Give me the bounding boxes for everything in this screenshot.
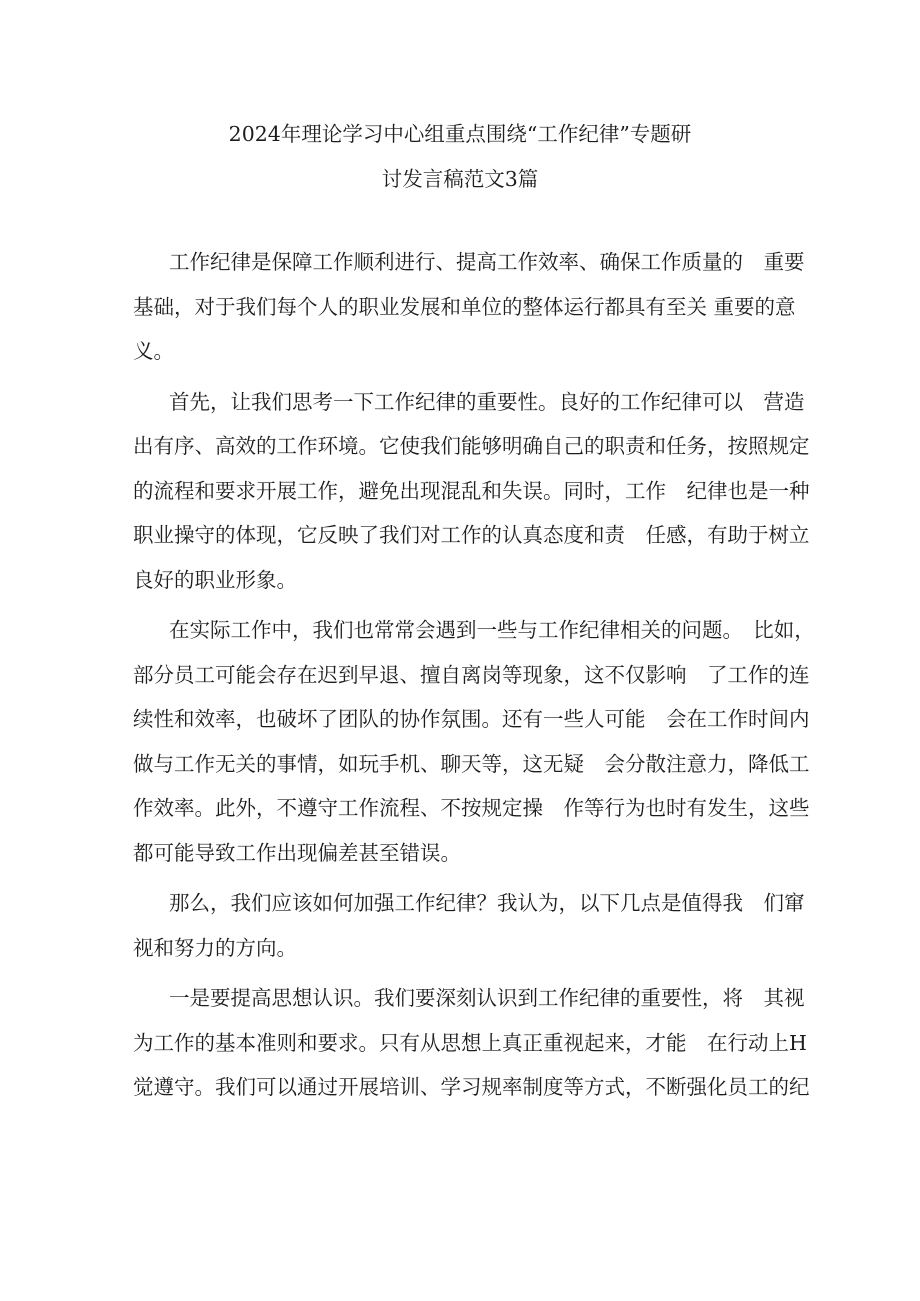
- paragraph: [133, 608, 815, 875]
- paragraph-line: 那么，我们应该如何加强工作纪律？我认为，以下几点是值得我 们窜: [169, 891, 805, 915]
- title-line: 讨发言稿范文3篇: [381, 166, 539, 191]
- paragraph-line: 义。: [133, 339, 174, 363]
- document-title: [100, 112, 820, 201]
- paragraph-line: 部分员工可能会存在迟到早退、擅自离岗等现象，这不仅影响 了工作的连: [133, 662, 810, 687]
- paragraph-line: 做与工作无关的事情，如玩手机、聊天等，这无疑 会分散注意力，降低工: [133, 751, 810, 776]
- paragraph-line: 基础，对于我们每个人的职业发展和单位的整体运行都具有至关 重要的意: [133, 294, 796, 319]
- paragraph-line: 职业操守的体现，它反映了我们对工作的认真态度和责 任感，有助于树立: [133, 523, 810, 547]
- paragraph-line: 工作纪律是保障工作顺利进行、提高工作效率、确保工作质量的 重要: [169, 250, 805, 274]
- paragraph-line: 良好的职业形象。: [133, 567, 297, 592]
- paragraph-line: 都可能导致工作出现偏差甚至错误。: [133, 840, 461, 865]
- document-body: [133, 240, 815, 1116]
- paragraph-line: 视和努力的方向。: [133, 935, 297, 960]
- title-line: 2024年理论学习中心组重点围绕“工作纪律”专题研: [228, 122, 692, 146]
- paragraph-line: 的流程和要求开展工作，避免出现混乱和失误。同时，工作 纪律也是一种: [133, 478, 810, 503]
- paragraph: [133, 240, 805, 374]
- paragraph-line: 为工作的基本准则和要求。只有从思想上真正重视起来，才能 在行动上H: [133, 1030, 807, 1055]
- paragraph-line: 觉遵守。我们可以通过开展培训、学习规率制度等方式，不断强化员工的纪: [133, 1075, 810, 1099]
- paragraph-line: 续性和效率，也破坏了团队的协作氛围。还有一些人可能 会在工作时间内: [133, 707, 810, 731]
- paragraph: [133, 976, 810, 1110]
- paragraph-line: 首先，让我们思考一下工作纪律的重要性。良好的工作纪律可以 营造: [169, 389, 805, 414]
- paragraph: [133, 881, 805, 970]
- paragraph-line: 出有序、高效的工作环境。它使我们能够明确自己的职责和任务，按照规定: [133, 434, 810, 458]
- paragraph-line: 在实际工作中，我们也常常会遇到一些与工作纪律相关的问题。 比如，: [169, 618, 815, 642]
- paragraph: [133, 380, 810, 603]
- paragraph-line: 作效率。此外，不遵守工作流程、不按规定操 作等行为也时有发生，这些: [133, 796, 810, 820]
- paragraph-line: 一是要提高思想认识。我们要深刻认识到工作纪律的重要性，将 其视: [169, 986, 805, 1010]
